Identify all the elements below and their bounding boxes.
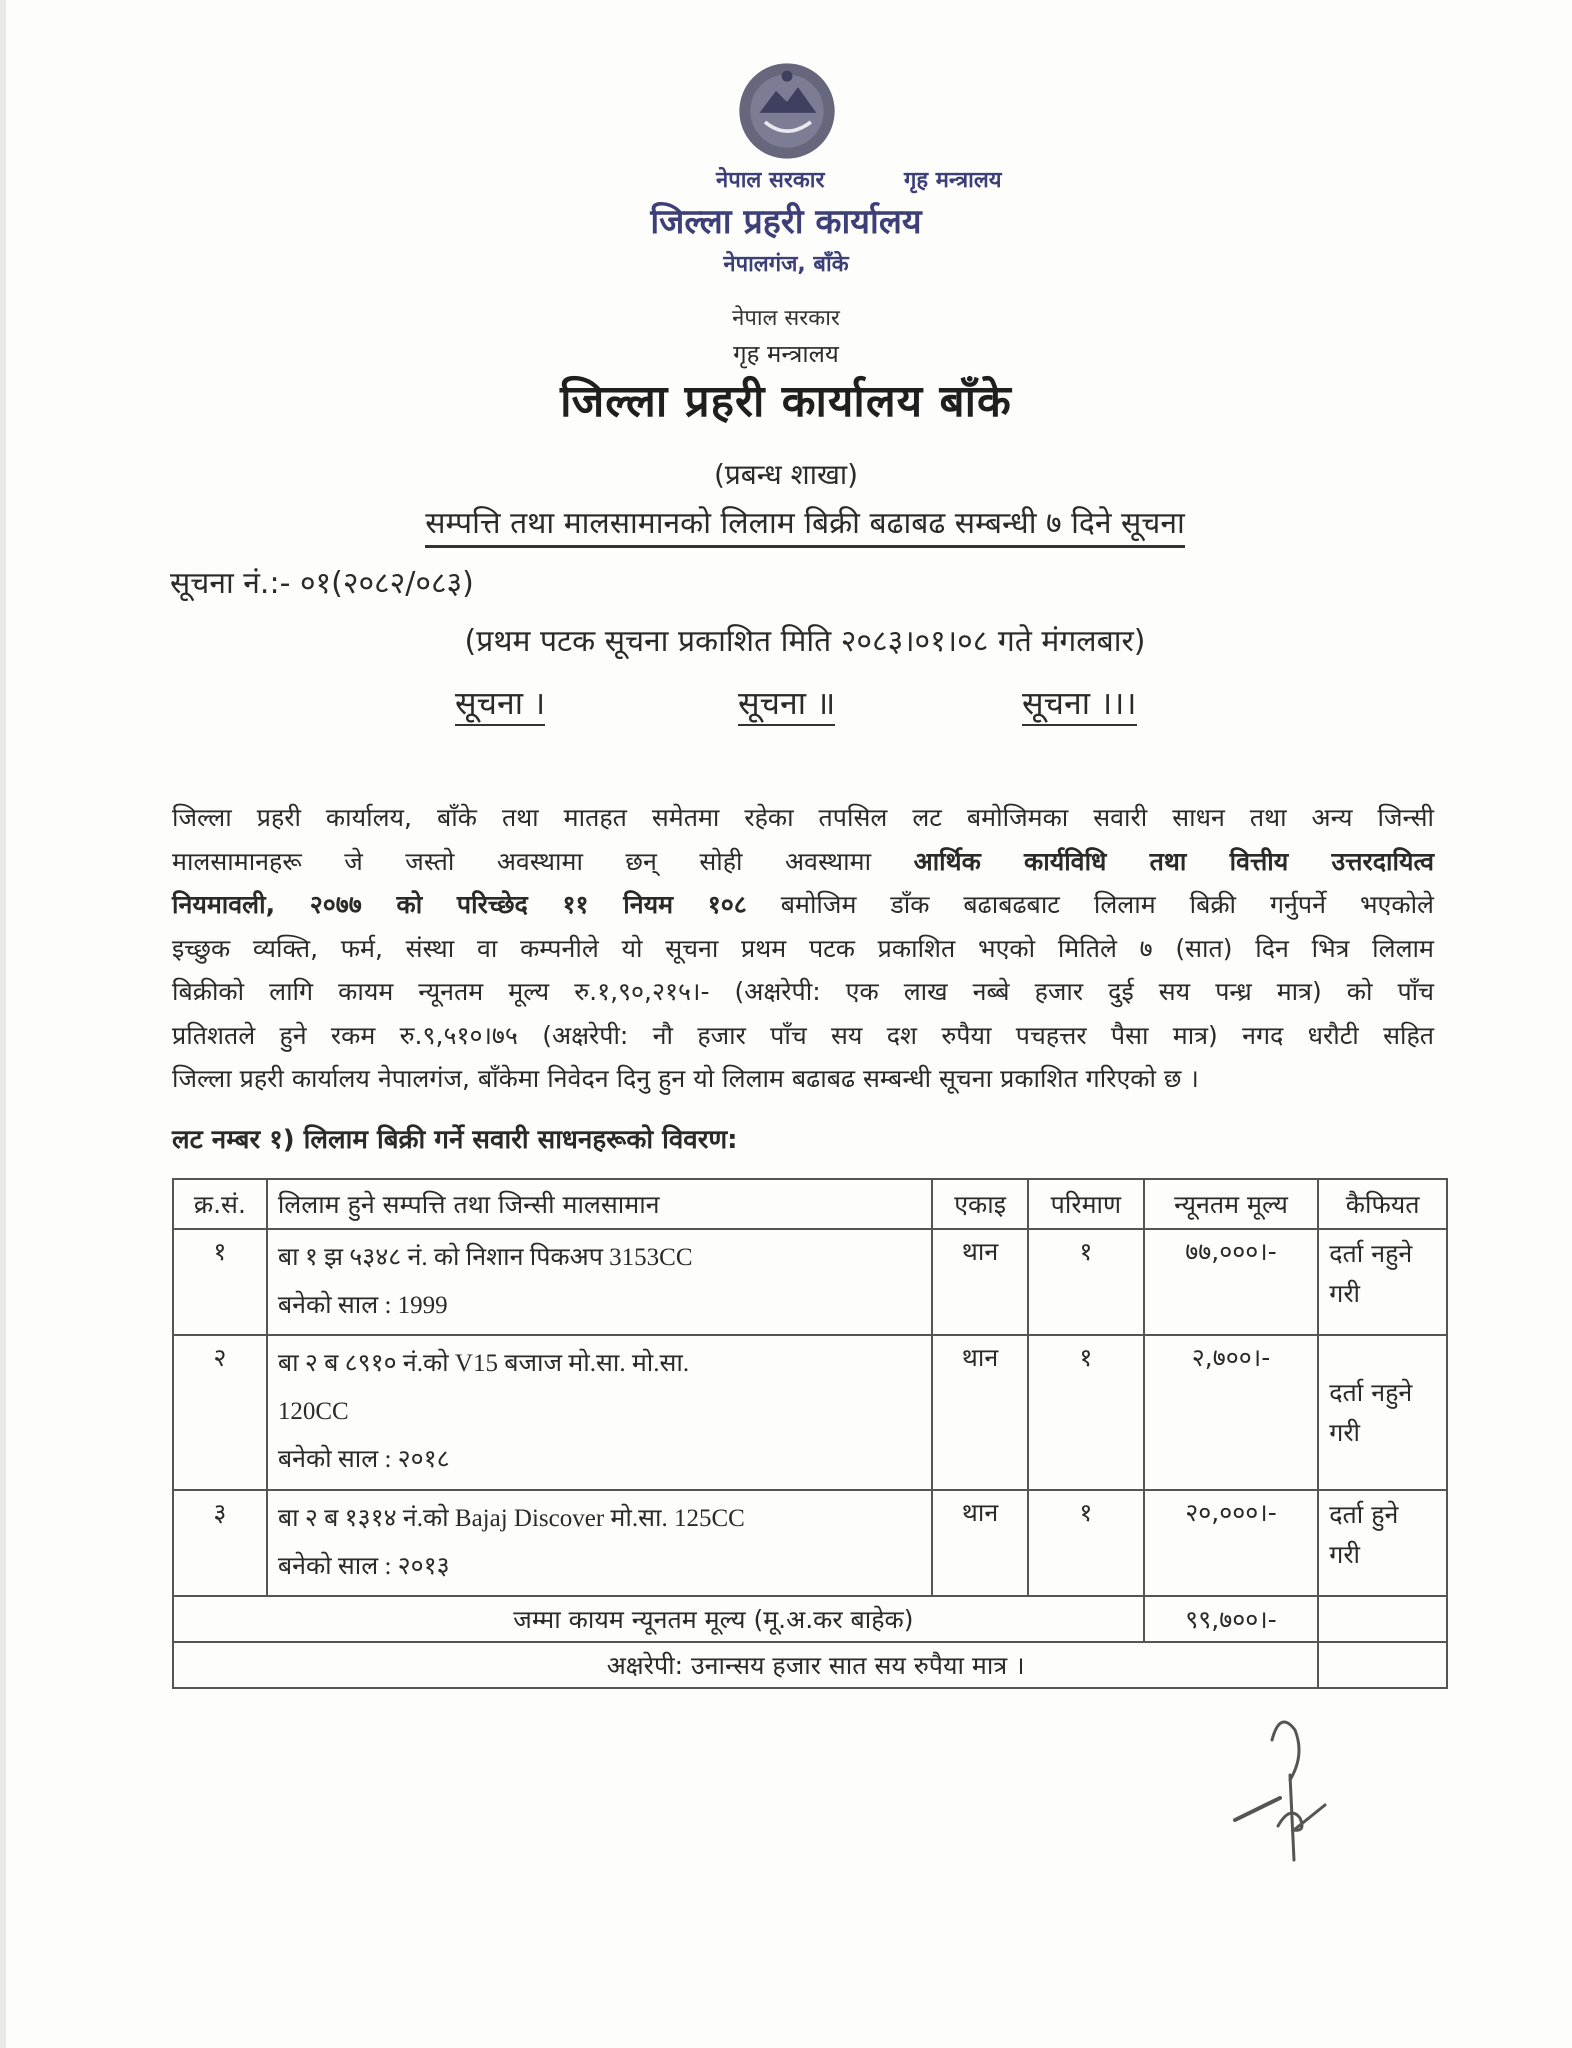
table-row [173, 1335, 1447, 1490]
table-row [173, 1490, 1447, 1596]
body-text: मालसामानहरू जे जस्तो अवस्थामा छन् सोही अवस्थामा [172, 846, 914, 876]
total-row [173, 1596, 1447, 1642]
col-header-sn: क्र.सं. [173, 1179, 267, 1229]
publication-date: (प्रथम पटक सूचना प्रकाशित मिति २०८३।०१।०८ गते मंगलबार) [464, 624, 1146, 659]
cell-quantity: १ [1028, 1335, 1144, 1490]
notice-mark-1 [455, 684, 545, 722]
notice-number: सूचना नं.:- ०१(२०८२/०८३) [170, 566, 474, 601]
office-name: जिल्ला प्रहरी कार्यालय बाँके [560, 376, 1012, 427]
notice-mark-text: सूचना ।।। [1022, 684, 1137, 726]
cell-remarks [1318, 1335, 1447, 1490]
lot-title: लट नम्बर १) लिलाम बिक्री गर्ने सवारी साधनहरूको विवरण: [172, 1125, 738, 1155]
col-header-remarks: कैफियत [1318, 1179, 1447, 1229]
total-words-row [173, 1642, 1447, 1688]
cell-description [267, 1335, 932, 1490]
cell-description [267, 1229, 932, 1335]
branch-name: (प्रबन्ध शाखा) [713, 458, 859, 491]
cell-sn: १ [173, 1229, 267, 1335]
table-header-row [173, 1179, 1447, 1229]
government-name: नेपाल सरकार [732, 306, 840, 331]
col-header-quantity: परिमाण [1028, 1179, 1144, 1229]
notice-mark-text: सूचना । [455, 684, 545, 726]
notice-mark-2 [738, 684, 835, 722]
body-line [172, 883, 1434, 927]
notice-mark-3 [1022, 684, 1137, 722]
remarks-line: गरी [1329, 1540, 1361, 1569]
body-bold-text: आर्थिक कार्यविधि तथा वित्तीय उत्तरदायित्व [913, 846, 1434, 876]
stamp-line: नेपालगंज, बाँके [723, 252, 849, 277]
remarks-line: गरी [1329, 1279, 1361, 1308]
table-row [173, 1229, 1447, 1335]
body-line: प्रतिशतले हुने रकम रु.९,५१०।७५ (अक्षरेपी: नौ हजार पाँच सय दश रुपैया पचहत्तर पैसा मात्र) नगद धरौटी सहित [172, 1020, 1434, 1050]
body-bold-text: नियमावली, २०७७ को परिच्छेद ११ नियम १०८ [172, 890, 747, 919]
total-in-words: अक्षरेपी: उनान्सय हजार सात सय रुपैया मात्र । [173, 1642, 1318, 1688]
total-remarks-empty [1318, 1596, 1447, 1642]
description-line: बनेको साल : २०१८ [277, 1446, 450, 1473]
stamp-line: गृह मन्त्रालय [904, 168, 1002, 193]
remarks-line: दर्ता हुने [1329, 1500, 1399, 1529]
cell-unit: थान [932, 1229, 1028, 1335]
description-line: 120CC [277, 1398, 349, 1425]
nepal-government-emblem-icon [732, 56, 842, 166]
description-line: बा २ ब ८९१० नं.को V15 बजाज मो.सा. मो.सा. [277, 1350, 690, 1377]
col-header-unit: एकाइ [932, 1179, 1028, 1229]
col-header-description: लिलाम हुने सम्पत्ति तथा जिन्सी मालसामान [267, 1179, 932, 1229]
total-value: ९९,७००।- [1144, 1596, 1318, 1642]
body-line [172, 840, 1434, 884]
stamp-line: जिल्ला प्रहरी कार्यालय [650, 202, 922, 242]
body-text: बमोजिम डाँक बढाबढबाट लिलाम बिक्री गर्नुपर्ने भएकोले [746, 890, 1434, 919]
body-paragraph [172, 796, 1434, 1101]
description-line: बा १ झ ५३४८ नं. को निशान पिकअप 3153CC [277, 1244, 693, 1271]
cell-sn: २ [173, 1335, 267, 1490]
cell-quantity: १ [1028, 1229, 1144, 1335]
remarks-line: दर्ता नहुने [1329, 1239, 1413, 1268]
ministry-name: गृह मन्त्रालय [733, 340, 839, 368]
notice-mark-text: सूचना ॥ [738, 684, 835, 726]
total-words-remarks-empty [1318, 1642, 1447, 1688]
body-line: इच्छुक व्यक्ति, फर्म, संस्था वा कम्पनीले यो सूचना प्रथम पटक प्रकाशित भएको मितिले ७ (सात) दिन भित्र लिलाम [172, 933, 1434, 963]
cell-description [267, 1490, 932, 1596]
remarks-line: दर्ता नहुने [1329, 1377, 1413, 1407]
cell-unit: थान [932, 1335, 1028, 1490]
body-line: जिल्ला प्रहरी कार्यालय नेपालगंज, बाँकेमा निवेदन दिनु हुन यो लिलाम बढाबढ सम्बन्धी सूचना प्रकाशित गरिएको छ । [172, 1064, 1199, 1093]
stamp-line: नेपाल सरकार [716, 168, 825, 193]
cell-min-price: २,७००।- [1144, 1335, 1318, 1490]
notice-subject [360, 506, 1250, 542]
auction-items-table [172, 1178, 1448, 1689]
cell-min-price: २०,०००।- [1144, 1490, 1318, 1596]
description-line: बा २ ब १३१४ नं.को Bajaj Discover मो.सा. 125CC [277, 1505, 745, 1532]
total-label: जम्मा कायम न्यूनतम मूल्य (मू.अ.कर बाहेक) [173, 1596, 1144, 1642]
body-line: बिक्रीको लागि कायम न्यूनतम मूल्य रु.१,९०,२१५।- (अक्षरेपी: एक लाख नब्बे हजार दुई सय पन्ध्र मात्र) को पाँच [172, 977, 1434, 1006]
cell-remarks [1318, 1490, 1447, 1596]
description-line: बनेको साल : 1999 [277, 1292, 448, 1319]
notice-subject-text: सम्पत्ति तथा मालसामानको लिलाम बिक्री बढाबढ सम्बन्धी ७ दिने सूचना [425, 506, 1185, 548]
col-header-min-price: न्यूनतम मूल्य [1144, 1179, 1318, 1229]
remarks-line: गरी [1329, 1417, 1361, 1447]
cell-min-price: ७७,०००।- [1144, 1229, 1318, 1335]
cell-sn: ३ [173, 1490, 267, 1596]
description-line: बनेको साल : २०१३ [277, 1553, 450, 1580]
cell-remarks [1318, 1229, 1447, 1335]
cell-quantity: १ [1028, 1490, 1144, 1596]
body-line: जिल्ला प्रहरी कार्यालय, बाँके तथा मातहत समेतमा रहेका तपसिल लट बमोजिमका सवारी साधन तथा अन्य जिन्सी [172, 803, 1434, 832]
signature-icon [1210, 1700, 1340, 1870]
cell-unit: थान [932, 1490, 1028, 1596]
